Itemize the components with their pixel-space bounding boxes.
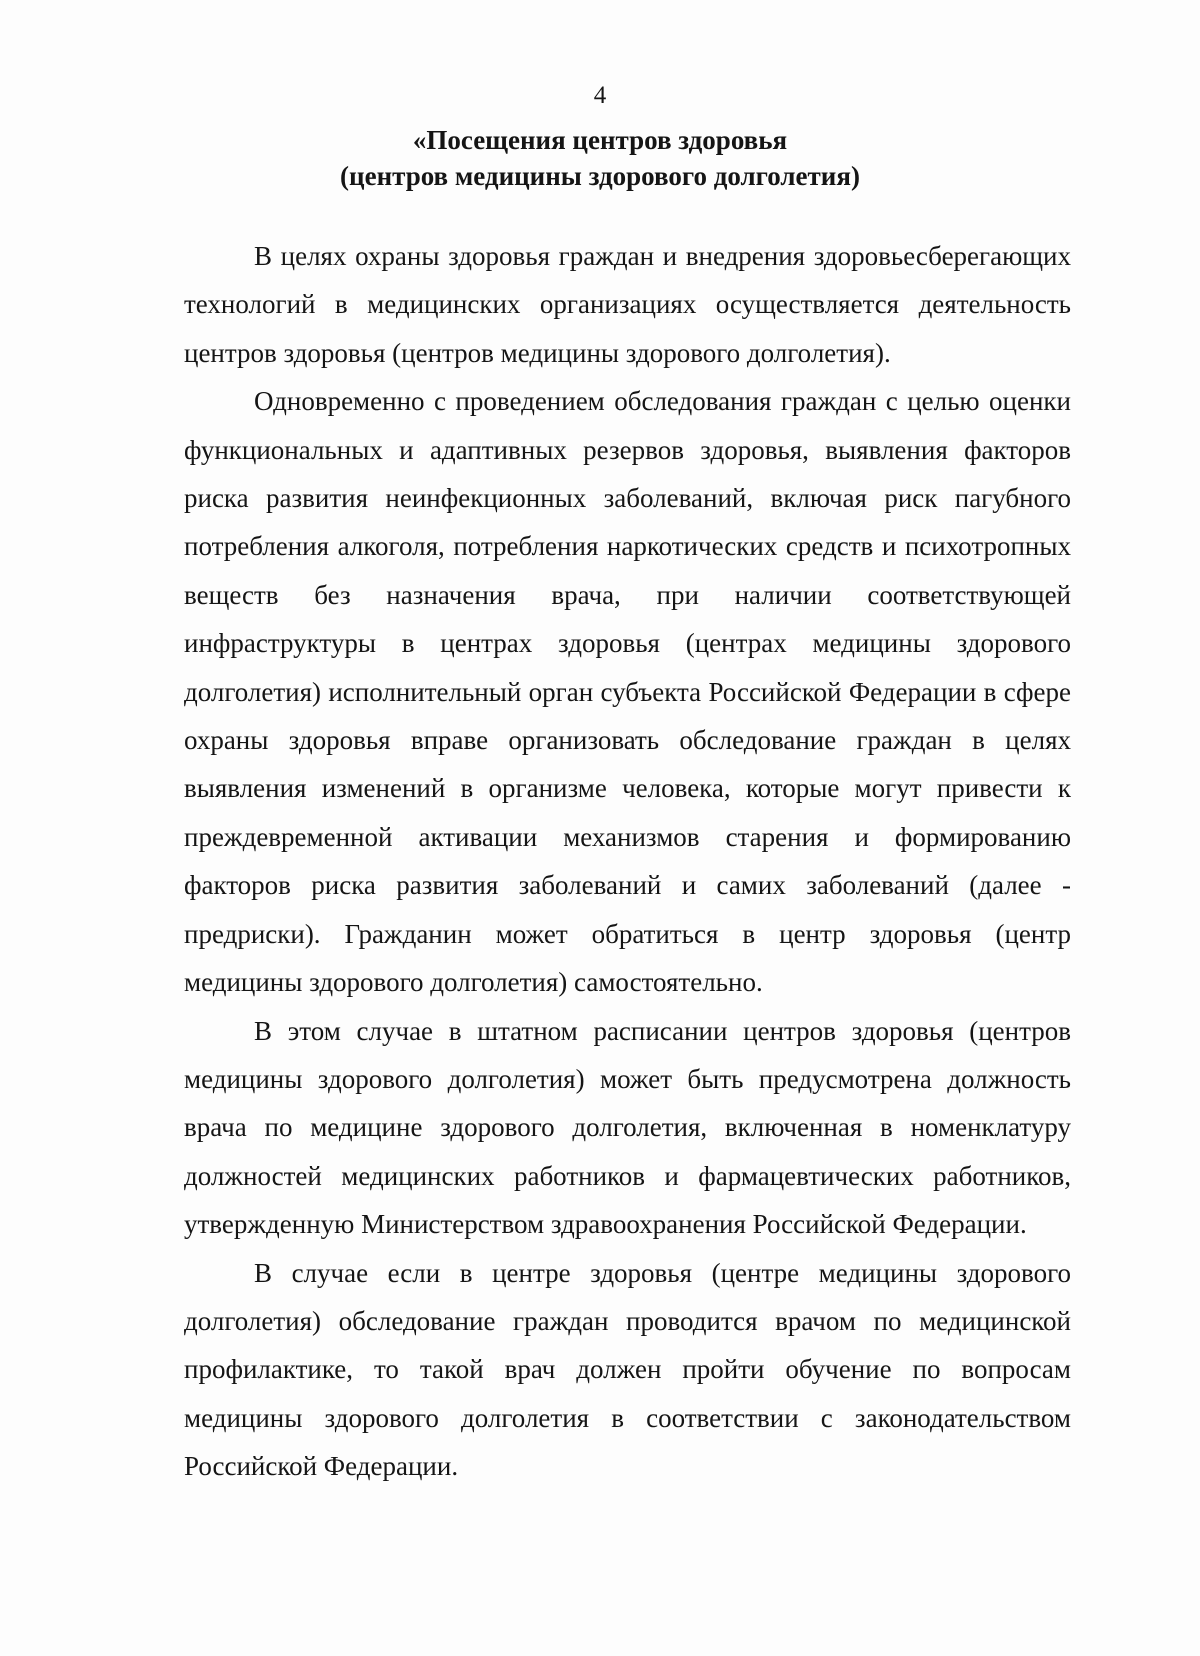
paragraph-4: В случае если в центре здоровья (центре медицины здорового долголетия) обследование граждан проводится врачом по медицинской профилактике, то такой врач должен пройти обучение по вопросам медицины здорового долголетия в соответствии с законодательством Российской Федерации. [184,1257,1071,1482]
section-title-line-2: (центров медицины здорового долголетия) [340,161,860,191]
paragraph-3: В этом случае в штатном расписании центров здоровья (центров медицины здорового долголетия) может быть предусмотрена должность врача по медицине здорового долголетия, включенная в номенклатуру должностей медицинских работников и фармацевтических работников, утвержденную Министерством здравоохранения Российской Федерации. [184,1015,1071,1240]
section-title-line-1: «Посещения центров здоровья [412,125,788,155]
section-title [0,122,1200,194]
paragraph-2: Одновременно с проведением обследования граждан с целью оценки функциональных и адаптивных резервов здоровья, выявления факторов риска развития неинфекционных заболеваний, включая риск пагубного потребления алкоголя, потребления наркотических средств и психотропных веществ без назначения врача, при наличии соответствующей инфраструктуры в центрах здоровья (центрах медицины здорового долголетия) исполнительный орган субъекта Российской Федерации в сфере охраны здоровья вправе организовать обследование граждан в целях выявления изменений в организме человека, которые могут привести к преждевременной активации механизмов старения и формированию факторов риска развития заболеваний и самих заболеваний (далее - предриски). Гражданин может обратиться в центр здоровья (центр медицины здорового долголетия) самостоятельно. [184,386,1071,998]
page-number: 4 [593,82,607,109]
paragraph-1: В целях охраны здоровья граждан и внедрения здоровьесберегающих технологий в медицинских организациях осуществляется деятельность центров здоровья (центров медицины здорового долголетия). [184,241,1071,368]
body-text [184,232,1071,1491]
